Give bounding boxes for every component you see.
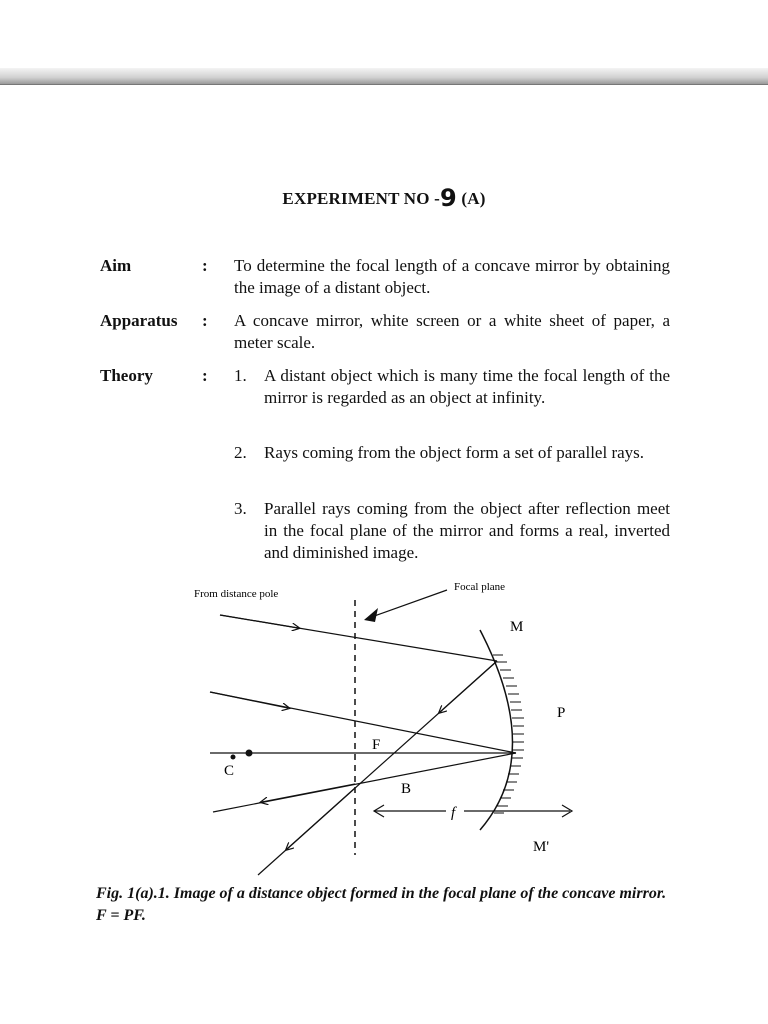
focus-label-f: F (372, 737, 381, 753)
image-label-b: B (401, 781, 412, 797)
experiment-number: 9 (440, 184, 457, 212)
apparatus-text: A concave mirror, white screen or a white sheet of paper, a meter scale. (234, 311, 670, 352)
focal-plane-label: Focal plane (454, 581, 506, 593)
aim-label: Aim (100, 256, 132, 275)
mirror-label-m: M (510, 619, 524, 635)
theory-item-3-number: 3. (234, 499, 247, 518)
aim-colon: : (202, 256, 208, 275)
focal-length-label-f: f (451, 805, 456, 821)
mirror-hatching (493, 655, 524, 813)
center-label-c: C (224, 763, 235, 779)
aim-text: To determine the focal length of a concave mirror by obtaining the image of a distant object. (234, 256, 670, 297)
theory-item-1-number: 1. (234, 366, 247, 385)
pole-label-p: P (557, 705, 566, 721)
theory-item-2-number: 2. (234, 443, 247, 462)
figure-caption: Fig. 1(a).1. Image of a distance object formed in the focal plane of the concave mirror. F = PF. (96, 885, 667, 924)
focal-plane-pointer (366, 590, 447, 619)
top-toolbar-bar (0, 68, 768, 85)
title-prefix: EXPERIMENT NO - (282, 189, 441, 208)
center-of-curvature-dot (246, 750, 253, 757)
theory-item-1-text: A distant object which is many time the focal length of the mirror is regarded as an object at infinity. (264, 366, 670, 407)
reflected-ray-2 (213, 753, 516, 812)
theory-label: Theory (100, 366, 153, 385)
concave-mirror-diagram (0, 570, 768, 880)
theory-item-2-text: Rays coming from the object form a set of parallel rays. (264, 443, 645, 462)
mirror-arc (480, 630, 513, 830)
from-distance-pole-label: From distance pole (194, 588, 279, 600)
title-suffix: (A) (456, 189, 486, 208)
theory-item-3-text: Parallel rays coming from the object after reflection meet in the focal plane of the mirror and forms a real, inverted and diminished image. (264, 499, 670, 562)
mirror-label-m-prime: M' (533, 839, 550, 855)
theory-colon: : (202, 366, 208, 385)
apparatus-label: Apparatus (100, 311, 178, 330)
experiment-title (0, 184, 768, 212)
pole-dot (231, 755, 236, 760)
apparatus-colon: : (202, 311, 208, 330)
